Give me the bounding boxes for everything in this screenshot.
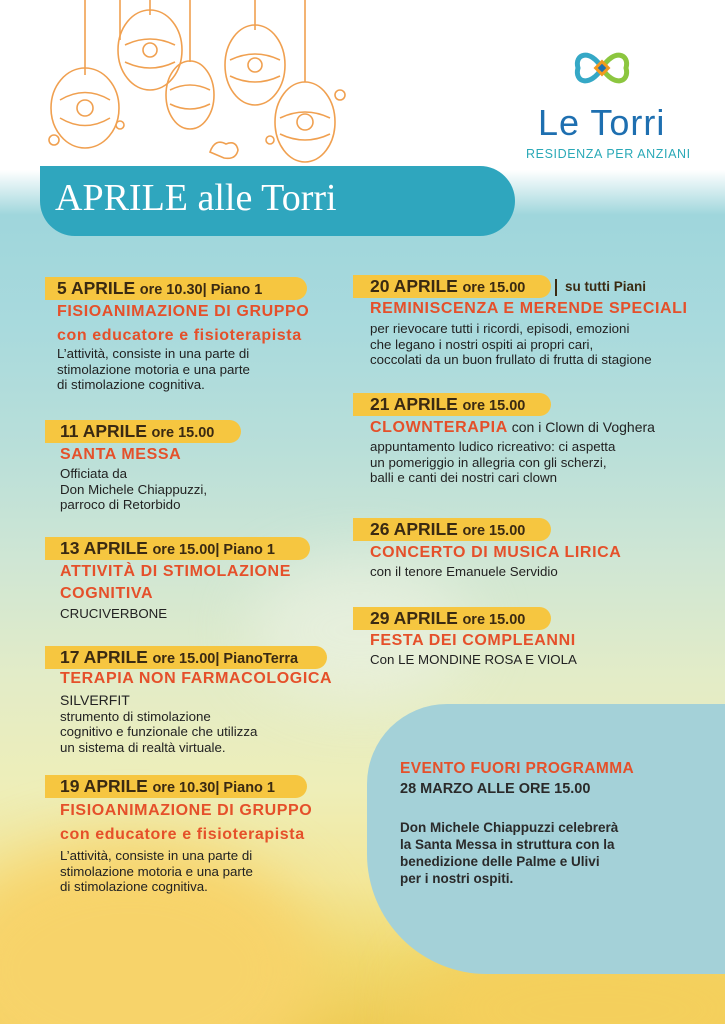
event-date: 21 APRILE: [370, 394, 458, 414]
event-date-label: [60, 538, 275, 559]
description-line: di stimolazione cognitiva.: [60, 879, 208, 894]
event-time: ore 10.30: [152, 780, 216, 796]
special-event-title: EVENTO FUORI PROGRAMMA: [400, 760, 635, 777]
description-line: un pomeriggio in allegria con gli scherzi,: [370, 454, 607, 470]
event-time: ore 15.00: [151, 425, 215, 441]
event-title-main: CLOWNTERAPIA: [370, 419, 508, 436]
event-title: [370, 418, 655, 438]
logo-name: Le Torri: [538, 102, 666, 143]
description-line: cognitivo e funzionale che utilizza: [60, 724, 258, 739]
event-place: | Piano 1: [202, 282, 263, 298]
event-date: 17 APRILE: [60, 647, 148, 667]
event-description: [57, 346, 250, 393]
event-place: | Piano 1: [215, 542, 276, 558]
event-description: [370, 321, 652, 368]
description-line: appuntamento ludico ricreativo: ci aspetta: [370, 439, 616, 454]
description-line: CRUCIVERBONE: [60, 606, 168, 621]
special-event-line: benedizione delle Palme e Ulivi: [400, 854, 600, 869]
description-line: con il tenore Emanuele Servidio: [370, 564, 558, 579]
event-date: 11 APRILE: [60, 421, 147, 441]
event-date-label: [370, 394, 525, 415]
event-title: CONCERTO DI MUSICA LIRICA: [370, 544, 622, 561]
event-title-line: FISIOANIMAZIONE DI GRUPPO: [57, 303, 310, 320]
event-date-label: [60, 776, 275, 797]
event-title-line: COGNITIVA: [60, 585, 154, 602]
event-title-line: con educatore e fisioterapista: [57, 327, 302, 344]
event-time: ore 10.30: [139, 282, 203, 298]
event-title: [57, 302, 309, 346]
description-line: per rievocare tutti i ricordi, episodi, emozioni: [370, 321, 630, 336]
description-line: Don Michele Chiappuzzi,: [60, 481, 208, 497]
event-place: | Piano 1: [215, 780, 276, 796]
description-line: Con LE MONDINE ROSA E VIOLA: [370, 652, 577, 667]
event-time: ore 15.00: [462, 398, 526, 414]
event-place: su tutti Piani: [565, 279, 646, 294]
event-title-line: SANTA MESSA: [60, 446, 182, 463]
event-title-line: FISIOANIMAZIONE DI GRUPPO: [60, 802, 313, 819]
event-time: ore 15.00: [152, 651, 216, 667]
special-event-line: la Santa Messa in struttura con la: [400, 837, 615, 852]
event-time: ore 15.00: [152, 542, 216, 558]
description-line: coccolati da un buon frullato di frutta di stagione: [370, 352, 652, 367]
event-time: ore 15.00: [462, 523, 526, 539]
event-description: [370, 439, 615, 486]
description-line: che legano i nostri ospiti ai propri cari,: [370, 336, 594, 352]
event-title: FESTA DEI COMPLEANNI: [370, 632, 576, 649]
easter-eggs-illustration: [40, 0, 360, 170]
event-description: [60, 848, 253, 895]
event-description: [370, 564, 558, 580]
event-title: [60, 669, 332, 689]
event-title-line: TERAPIA NON FARMACOLOGICA: [60, 670, 333, 687]
description-line: strumento di stimolazione: [60, 708, 211, 724]
event-title-suffix: con i Clown di Voghera: [507, 419, 655, 435]
description-line: stimolazione motoria e una parte: [60, 863, 253, 879]
event-description: [370, 652, 577, 668]
event-title-line: con educatore e fisioterapista: [60, 826, 305, 843]
special-event-line: Don Michele Chiappuzzi celebrerà: [400, 820, 619, 835]
event-place: | PianoTerra: [215, 651, 299, 667]
event-description: [60, 606, 167, 622]
event-date-label: [370, 519, 525, 540]
description-line: stimolazione motoria e una parte: [57, 361, 250, 377]
event-date: 13 APRILE: [60, 538, 148, 558]
event-date: 5 APRILE: [57, 278, 136, 298]
logo-subtitle: RESIDENZA PER ANZIANI: [526, 147, 691, 161]
event-date-label: [57, 278, 262, 299]
special-event-date: 28 MARZO ALLE ORE 15.00: [400, 781, 591, 797]
description-line: SILVERFIT: [60, 692, 130, 708]
event-description: [60, 466, 207, 513]
event-date-label: [370, 276, 525, 297]
event-title: [60, 445, 181, 465]
event-date: 29 APRILE: [370, 608, 458, 628]
event-description: [60, 693, 257, 755]
le-torri-logo-icon: [572, 44, 632, 92]
event-place-divider: [555, 279, 557, 296]
event-date: 26 APRILE: [370, 519, 458, 539]
description-line: parroco di Retorbido: [60, 497, 181, 512]
description-line: Officiata da: [60, 466, 128, 481]
event-title: REMINISCENZA E MERENDE SPECIALI: [370, 300, 688, 317]
event-date: 20 APRILE: [370, 276, 458, 296]
description-line: L’attività, consiste in una parte di: [60, 848, 253, 863]
event-time: ore 15.00: [462, 612, 526, 628]
event-title: [60, 801, 312, 845]
event-date: 19 APRILE: [60, 776, 148, 796]
description-line: L’attività, consiste in una parte di: [57, 346, 250, 361]
description-line: di stimolazione cognitiva.: [57, 377, 205, 392]
event-date-label: [60, 647, 298, 668]
event-time: ore 15.00: [462, 280, 526, 296]
event-title: [60, 562, 291, 604]
page-title: APRILE alle Torri: [55, 177, 337, 219]
special-event-line: per i nostri ospiti.: [400, 871, 514, 886]
description-line: balli e canti dei nostri cari clown: [370, 470, 557, 485]
event-title-line: ATTIVITÀ DI STIMOLAZIONE: [60, 563, 291, 580]
event-date-label: [370, 608, 525, 629]
special-event-text: [400, 819, 618, 887]
description-line: un sistema di realtà virtuale.: [60, 739, 226, 755]
event-date-label: [60, 421, 214, 442]
